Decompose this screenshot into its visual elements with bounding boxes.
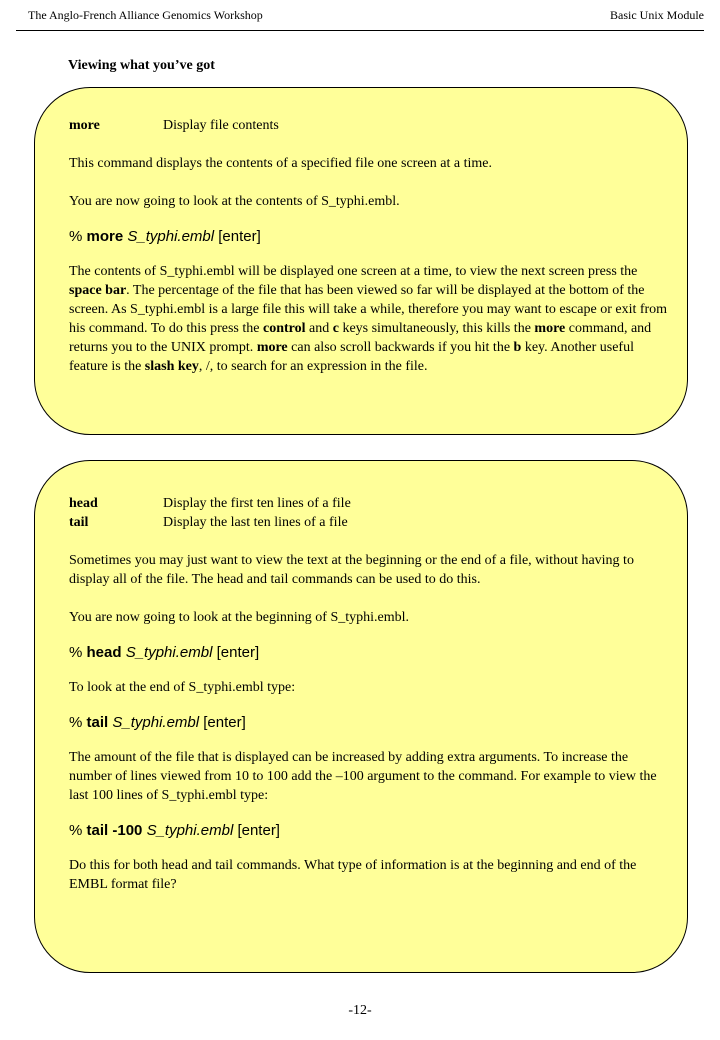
paragraph: The amount of the file that is displayed can be increased by adding extra arguments. To increase the number of lines viewed from 10 to 100 add the –100 argument to the command. For example to view the last 100 lines of S_typhi.embl type: <box>69 750 657 803</box>
command-example: % head S_typhi.embl [enter] <box>69 644 260 661</box>
command-example <box>69 227 671 246</box>
command-row-more <box>69 116 671 135</box>
command-row-head <box>69 494 671 513</box>
command-name: more <box>69 118 100 133</box>
command-description: Display the last ten lines of a file <box>163 515 348 530</box>
command-description: Display file contents <box>163 118 279 133</box>
header-title: The Anglo-French Alliance Genomics Workshop <box>28 8 263 22</box>
header-module: Basic Unix Module <box>610 8 704 22</box>
page-number: -12- <box>348 1003 372 1018</box>
paragraph: The contents of S_typhi.embl will be displayed one screen at a time, to view the next screen press the space bar. The percentage of the file that has been viewed so far will be displayed at the bottom of the screen. As S_typhi.embl is a large file this will take a while, therefore you may want to escape or exit from his command. To do this press the control and c keys simultaneously, this kills the more command, and returns you to the UNIX prompt. more can also scroll backwards if you hit the b key. Another useful feature is the slash key, /, to search for an expression in the file. <box>69 264 668 374</box>
paragraph: Do this for both head and tail commands. What type of information is at the beginning and end of the EMBL format file? <box>69 858 637 892</box>
paragraph: You are now going to look at the beginning of S_typhi.embl. <box>69 610 409 625</box>
paragraph: To look at the end of S_typhi.embl type: <box>69 680 296 695</box>
example-command: more <box>86 228 124 245</box>
paragraph: This command displays the contents of a specified file one screen at a time. <box>69 156 492 171</box>
paragraph: Sometimes you may just want to view the text at the beginning or the end of a file, without having to display all of the file. The head and tail commands can be used to do this. <box>69 553 634 587</box>
example-argument: S_typhi.embl <box>127 228 215 245</box>
paragraph: You are now going to look at the contents of S_typhi.embl. <box>69 194 400 209</box>
command-row-tail <box>69 513 671 532</box>
command-example: % tail -100 S_typhi.embl [enter] <box>69 822 280 839</box>
command-name: head <box>69 496 98 511</box>
command-example: % tail S_typhi.embl [enter] <box>69 714 246 731</box>
page-header <box>16 6 704 31</box>
head-tail-command-box <box>34 460 688 973</box>
command-description: Display the first ten lines of a file <box>163 496 351 511</box>
example-suffix: [enter] <box>218 228 261 245</box>
section-title: Viewing what you’ve got <box>68 58 215 73</box>
more-command-box <box>34 87 688 435</box>
command-name: tail <box>69 515 89 530</box>
prompt-symbol: % <box>69 228 83 245</box>
